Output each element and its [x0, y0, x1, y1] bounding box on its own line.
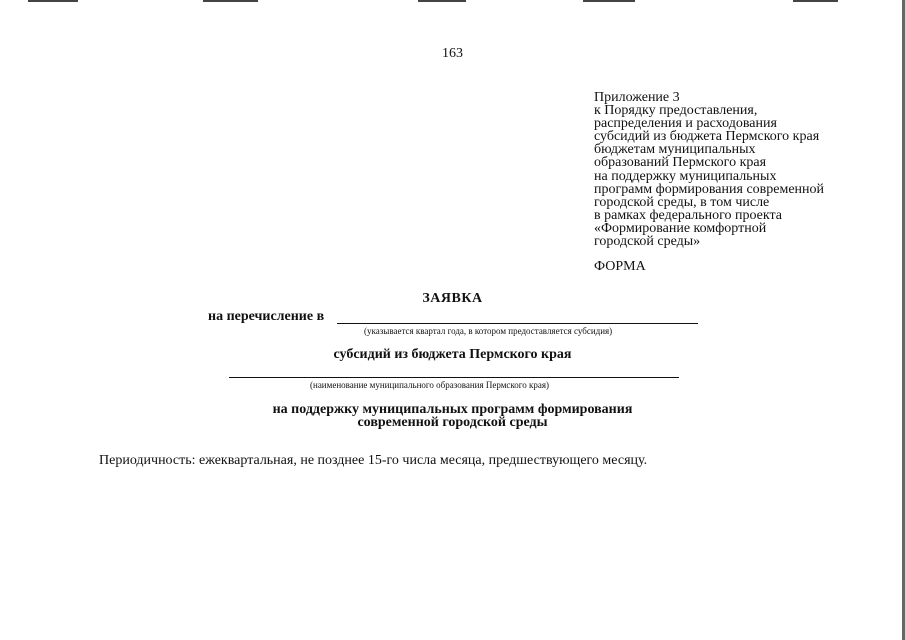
appendix-line: городской среды, в том числе [594, 194, 770, 210]
appendix-line: Приложение 3 [594, 90, 680, 105]
appendix-line: в рамках федерального проекта [594, 207, 783, 223]
scan-top-edge-mark [28, 0, 78, 2]
program-title-line: на поддержку муниципальных программ формирования [272, 402, 633, 417]
appendix-line: городской среды» [594, 234, 701, 250]
appendix-line: распределения и расходования [594, 116, 777, 132]
appendix-line: образований Пермского края [594, 155, 767, 171]
form-label: ФОРМА [594, 259, 646, 274]
scan-top-edge-mark [583, 0, 635, 2]
program-title-line: современной городской среды [357, 414, 548, 430]
transfer-label: на перечисление в [208, 309, 325, 324]
page-number: 163 [442, 46, 463, 61]
quarter-hint: (указывается квартал года, в котором предоставляется субсидия) [364, 326, 613, 336]
periodicity-text: Периодичность: ежеквартальная, не позднее 15-го числа месяца, предшествующего месяцу. [99, 453, 648, 468]
scan-top-edge-mark [418, 0, 466, 2]
quarter-blank-line[interactable] [337, 323, 698, 324]
appendix-line: «Формирование комфортной [594, 220, 767, 236]
document-title: ЗАЯВКА [422, 291, 483, 306]
subsidy-title: субсидий из бюджета Пермского края [333, 347, 572, 362]
appendix-line: субсидий из бюджета Пермского края [594, 129, 820, 145]
appendix-block [594, 91, 894, 248]
municipality-hint: (наименование муниципального образования Пермского края) [310, 380, 550, 390]
program-title [0, 404, 905, 429]
scan-top-edge-mark [793, 0, 838, 2]
appendix-line: программ формирования современной [594, 181, 825, 197]
appendix-line: к Порядку предоставления, [594, 103, 758, 119]
municipality-blank-line[interactable] [229, 377, 679, 378]
scan-top-edge-mark [203, 0, 258, 2]
appendix-line: бюджетам муниципальных [594, 142, 756, 158]
appendix-line: на поддержку муниципальных [594, 168, 777, 184]
